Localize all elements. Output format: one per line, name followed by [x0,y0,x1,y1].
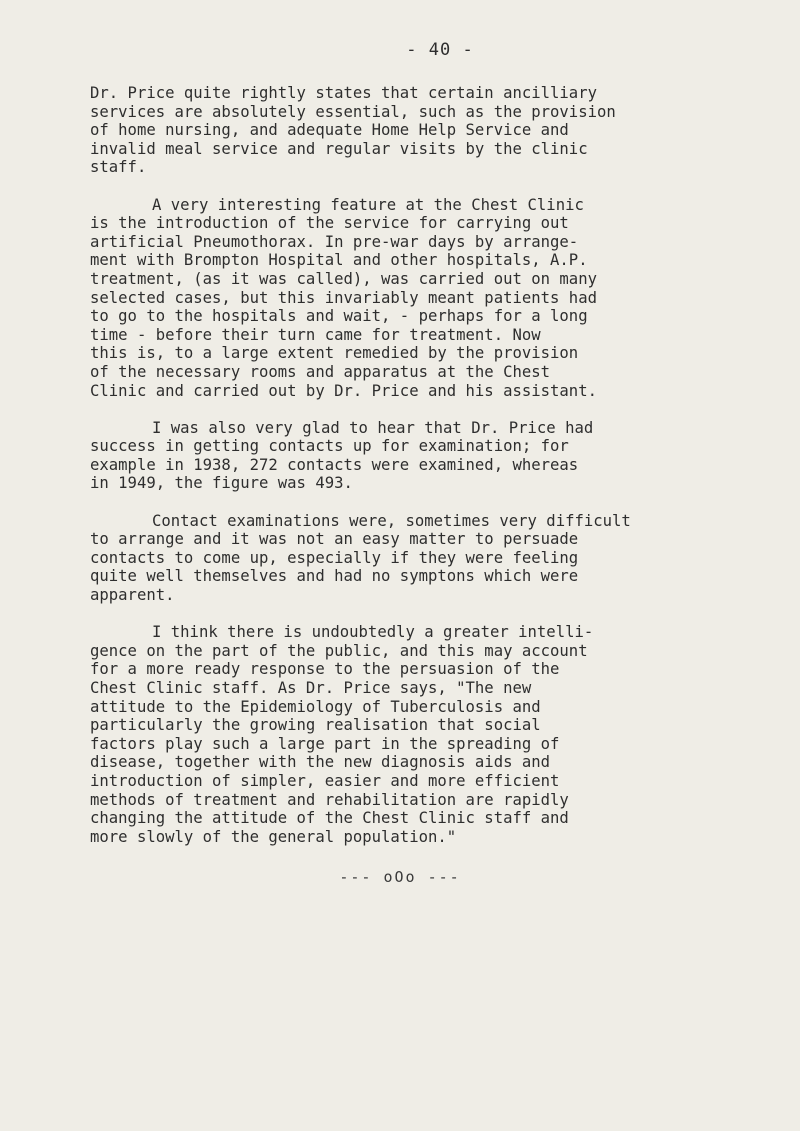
body-text [90,84,750,865]
paragraph-4: Contact examinations were, sometimes very difficult to arrange and it was not an easy matter to persuade contacts to come up, especially if they were feeling quite well themselves and had no symptons which were apparent. [90,511,631,605]
paragraph-3: I was also very glad to hear that Dr. Price had success in getting contacts up for examination; for example in 1938, 272 contacts were examined, whereas in 1949, the figure was 493. [90,418,594,493]
paragraph-1: Dr. Price quite rightly states that certain ancilliary services are absolutely essential, such as the provision of home nursing, and adequate Home Help Service and invalid meal service and regular visits by the clinic staff. [90,84,616,177]
page-number: - 40 - [406,40,474,60]
paragraph-5: I think there is undoubtedly a greater intelli- gence on the part of the public, and this may account for a more ready response to the persuasion of the Chest Clinic staff. As Dr. Price says, "The new attitude to the Epidemiology of Tuberculosis and particularly the growing realisation that social factors play such a large part in the spreading of disease, together with the new diagnosis aids and introduction of simpler, easier and more efficient methods of treatment and rehabilitation are rapidly changing the attitude of the Chest Clinic staff and more slowly of the general population." [90,623,594,846]
closing-mark: --- oOo --- [339,868,461,886]
paragraph-2: A very interesting feature at the Chest Clinic is the introduction of the service for carrying out artificial Pneumothorax. In pre-war days by arrange- ment with Brompton Hospital and other hospitals, A.P. treatment, (as it was called), was carried out on many selected cases, but this invariably meant patients had to go to the hospitals and wait, - perhaps for a long time - before their turn came for treatment. Now this is, to a large extent remedied by the provision of the necessary rooms and apparatus at the Chest Clinic and carried out by Dr. Price and his assistant. [90,195,597,400]
